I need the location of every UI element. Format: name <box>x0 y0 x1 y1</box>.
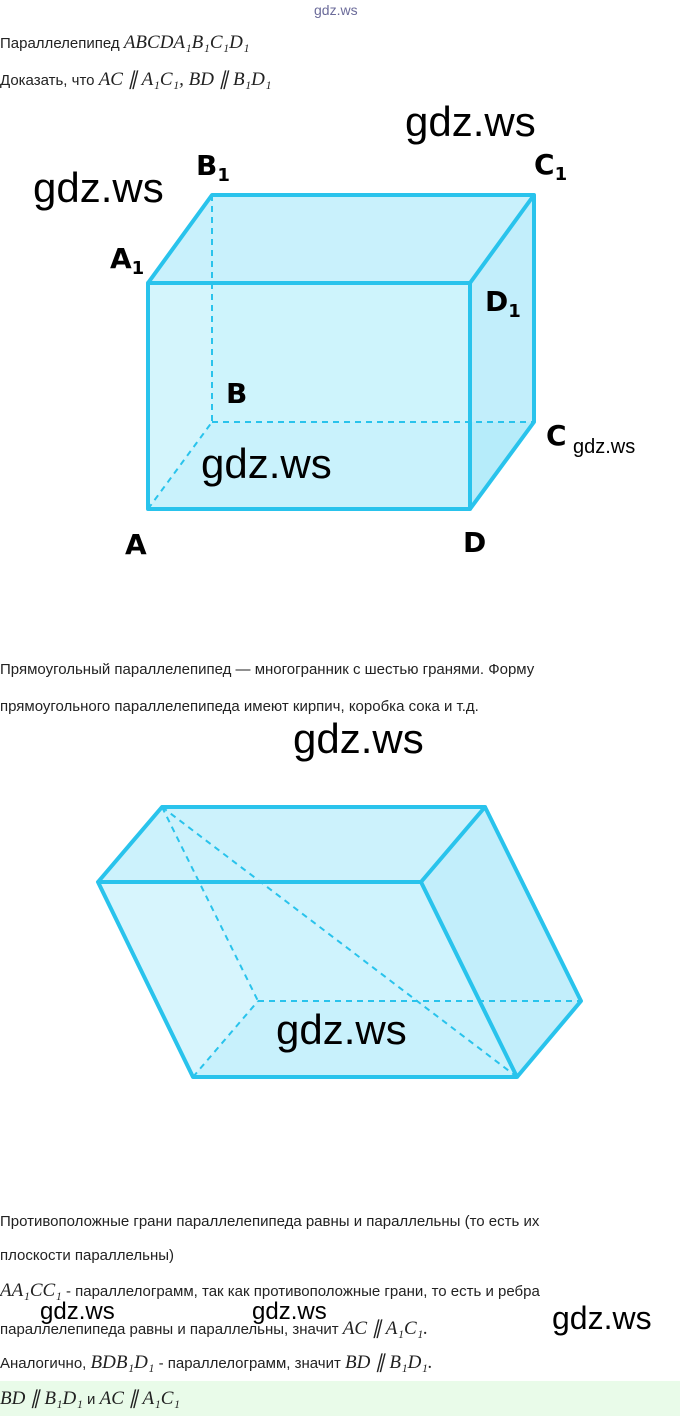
label-c: C <box>546 419 567 452</box>
prove-math: AC ∥ A₁C₁, BD ∥ B₁D₁ <box>98 69 272 90</box>
text-inline: параллелепипеда равны и параллельны, значит <box>0 1321 343 1338</box>
statement-math: ABCDA₁B₁C₁D₁ <box>123 32 250 53</box>
text-inline: Аналогично, <box>0 1355 91 1372</box>
statement-prefix: Параллелепипед <box>0 35 120 52</box>
math-inline: AC ∥ A₁C₁. <box>342 1318 428 1339</box>
text-inline: - параллелограмм, так как противоположные грани, то есть и ребра <box>61 1283 540 1300</box>
label-a: A <box>125 528 147 561</box>
label-d: D <box>463 526 487 559</box>
label-d1: $D_1$ <box>485 285 521 322</box>
problem-statement <box>0 33 249 54</box>
prove-prefix: Доказать, что <box>0 72 95 89</box>
paragraph-line: прямоугольного параллелепипеда имеют кирпич, коробка сока и т.д. <box>0 698 479 715</box>
watermark-top: gdz.ws <box>314 2 358 18</box>
paragraph-line: Прямоугольный параллелепипед — многогранник с шестью гранями. Форму <box>0 661 535 678</box>
watermark: gdz.ws <box>276 1006 407 1053</box>
watermark: gdz.ws <box>552 1300 652 1336</box>
result-line <box>0 1381 680 1416</box>
paragraph-line: плоскости параллельны) <box>0 1247 175 1264</box>
paragraph-line <box>0 1353 433 1374</box>
math-inline: BD ∥ B₁D₁. <box>345 1352 433 1373</box>
watermark: gdz.ws <box>573 436 636 458</box>
label-c1: $C_1$ <box>534 148 568 185</box>
label-a1: $A_1$ <box>110 242 145 279</box>
watermark: gdz.ws <box>201 440 332 487</box>
prove-statement <box>0 70 271 91</box>
paragraph-line: Противоположные грани параллелепипеда равны и параллельны (то есть их <box>0 1213 540 1230</box>
math-inline: AA₁CC₁ <box>0 1280 62 1301</box>
watermark: gdz.ws <box>33 164 164 211</box>
text-inline: - параллелограмм, значит <box>154 1355 346 1372</box>
result-math: AC ∥ A₁C₁ <box>99 1388 181 1409</box>
watermark: gdz.ws <box>252 1298 327 1325</box>
label-b: B <box>226 377 248 410</box>
top-face <box>98 807 485 882</box>
math-inline: BDB₁D₁ <box>90 1352 155 1373</box>
watermark: gdz.ws <box>293 715 424 762</box>
label-b1: $B_1$ <box>196 149 230 186</box>
result-math: BD ∥ B₁D₁ <box>0 1388 83 1409</box>
watermark: gdz.ws <box>405 98 536 145</box>
watermark: gdz.ws <box>40 1298 115 1325</box>
top-face <box>148 195 534 283</box>
result-conjunction: и <box>82 1391 100 1408</box>
